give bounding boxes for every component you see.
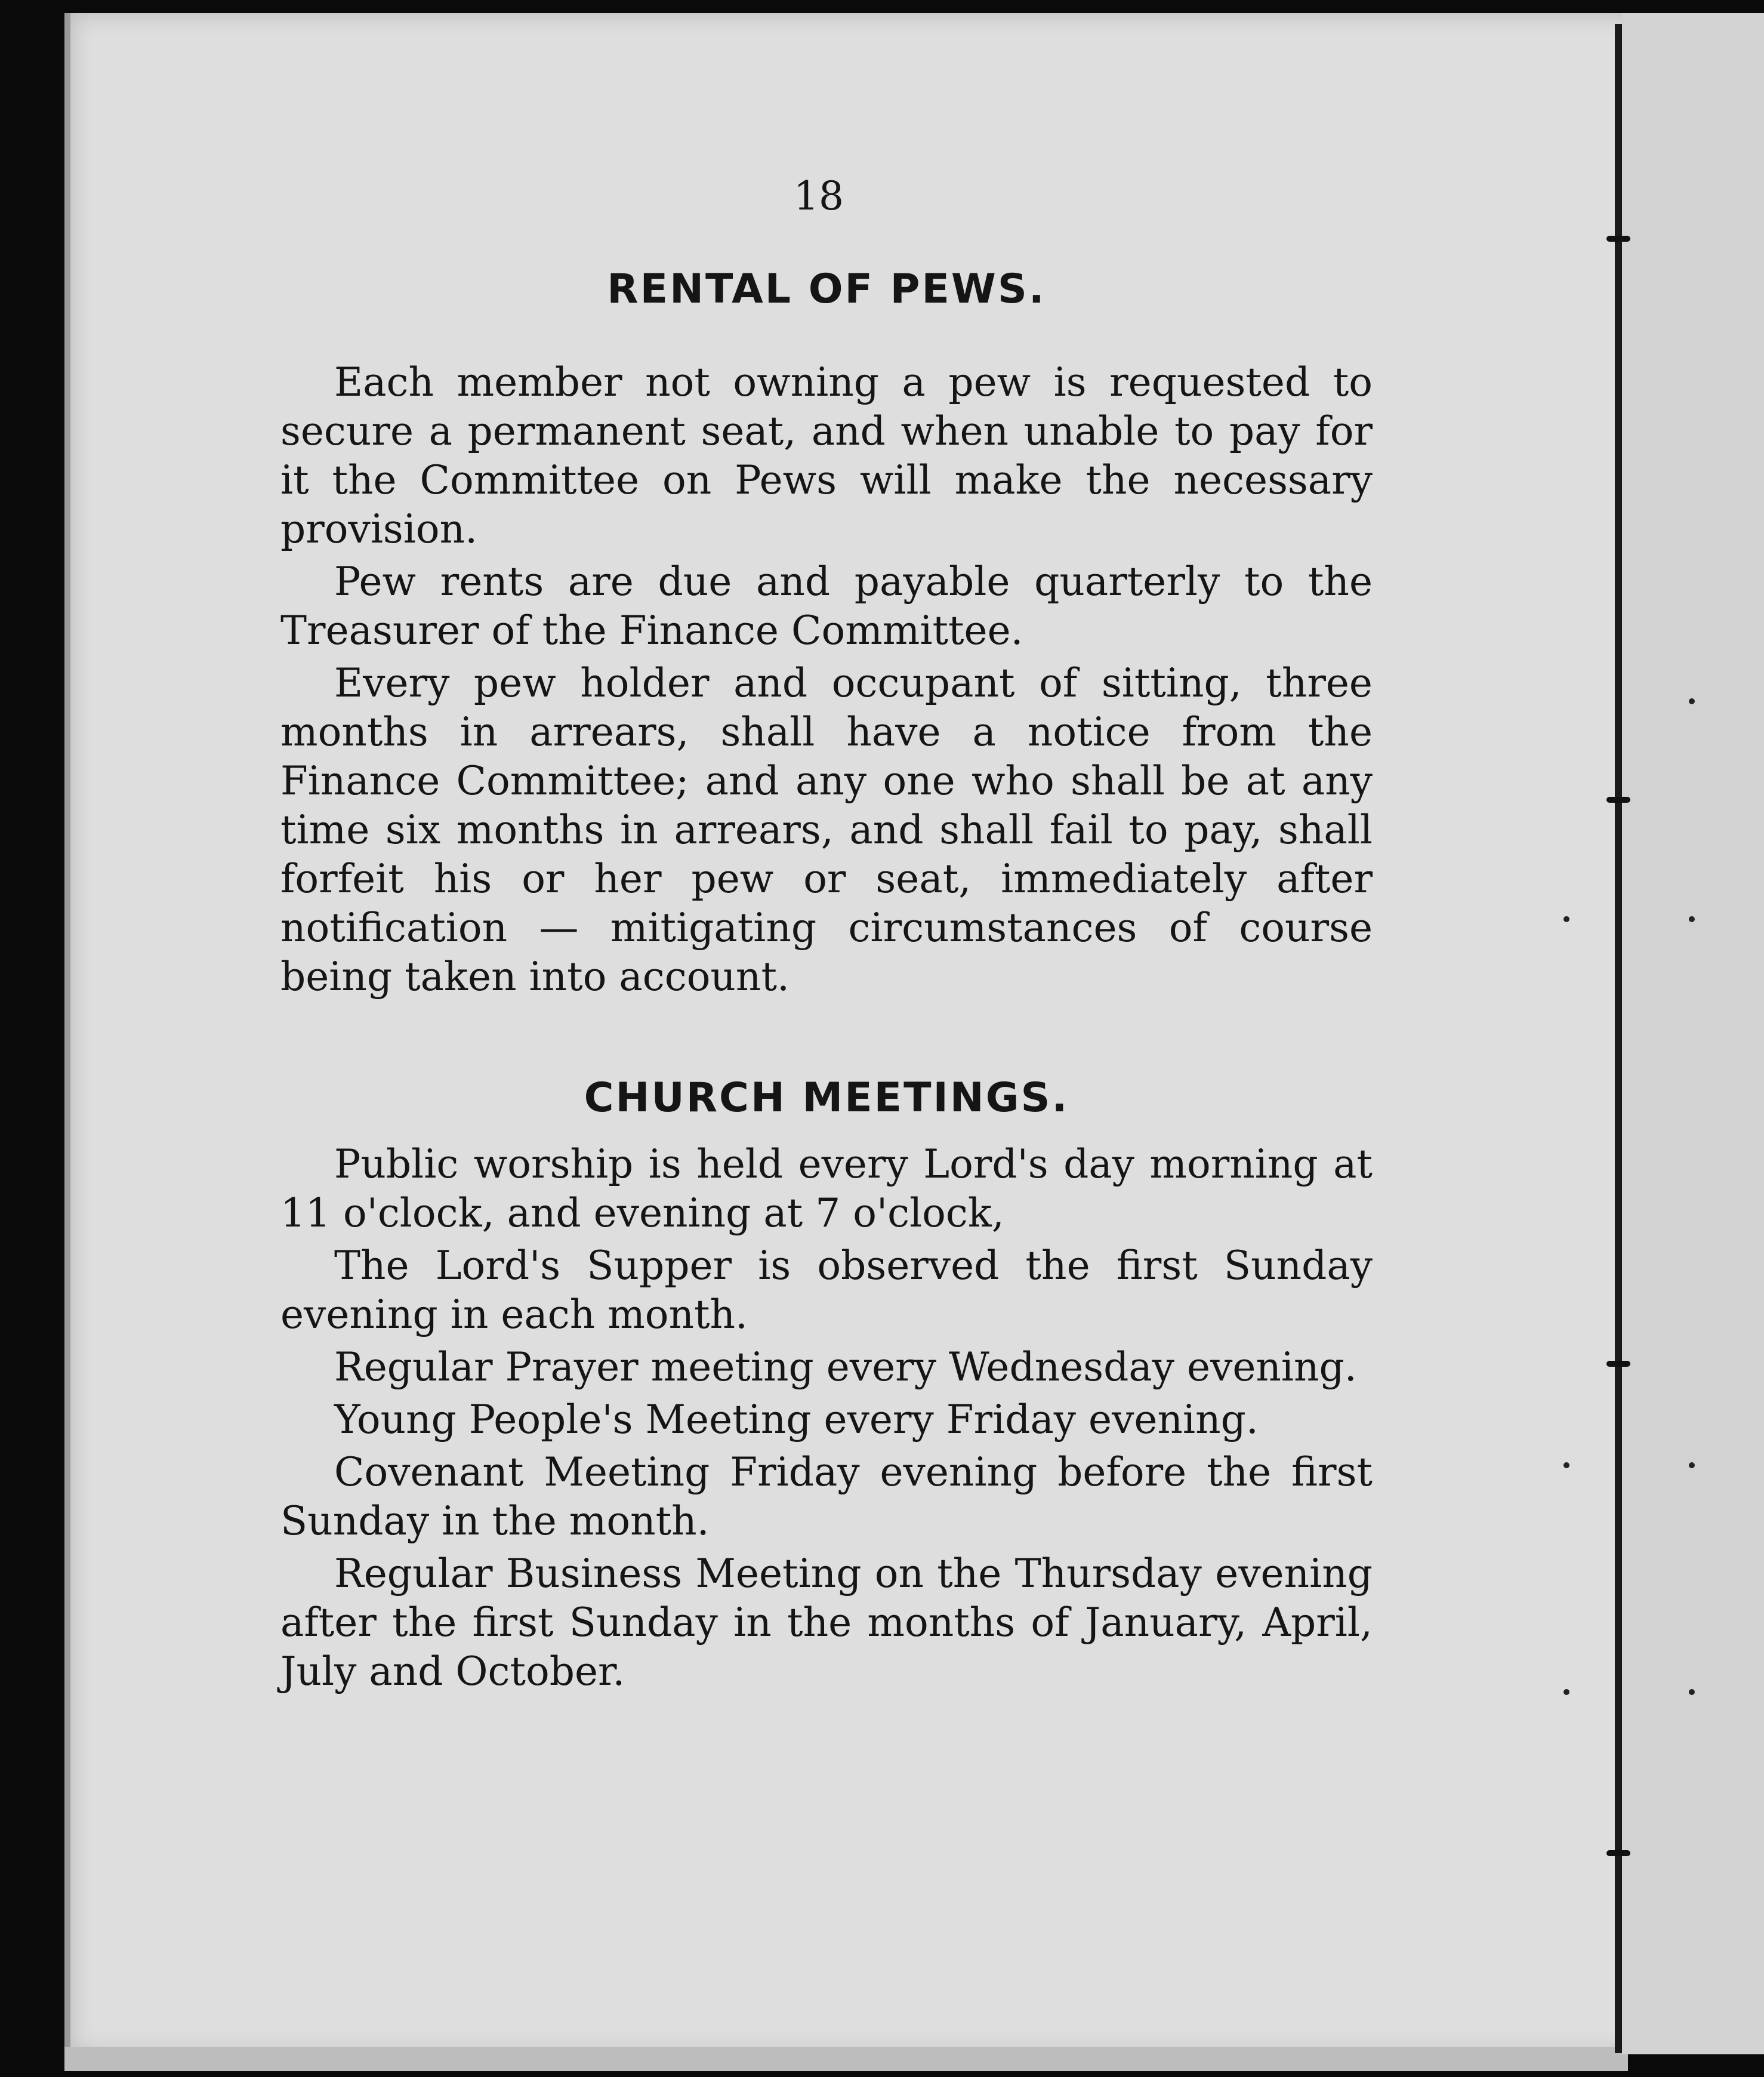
section-meetings-body <box>280 1140 1373 1700</box>
paragraph: Each member not owning a pew is requested to secure a permanent seat, and when unable to pay for it the Committee on Pews will make the necessary provision. <box>280 359 1373 552</box>
speck <box>1689 916 1695 922</box>
paragraph: Regular Prayer meeting every Wednesday evening. <box>334 1344 1357 1390</box>
book-page <box>70 13 1639 2054</box>
binding-stitch <box>1606 797 1630 803</box>
speck <box>1563 916 1569 922</box>
paragraph: Public worship is held every Lord's day morning at 11 o'clock, and evening at 7 o'clock, <box>280 1141 1373 1236</box>
section-heading-rental: RENTAL OF PEWS. <box>607 266 1046 313</box>
binding-stitch <box>1606 1850 1630 1856</box>
paragraph: Covenant Meeting Friday evening before the first Sunday in the month. <box>280 1449 1373 1544</box>
paragraph: The Lord's Supper is observed the first Sunday evening in each month. <box>280 1243 1373 1338</box>
section-heading-meetings: CHURCH MEETINGS. <box>584 1074 1069 1121</box>
paragraph: Young People's Meeting every Friday evening. <box>334 1397 1259 1443</box>
speck <box>1689 698 1695 704</box>
speck <box>1563 1462 1569 1468</box>
paragraph: Pew rents are due and payable quarterly to the Treasurer of the Finance Committee. <box>280 559 1373 654</box>
section-rental-body <box>280 358 1373 1005</box>
binding-stitch <box>1606 236 1630 242</box>
speck <box>1563 1689 1569 1695</box>
paragraph: Every pew holder and occupant of sitting, three months in arrears, shall have a notice from the Finance Committee; and any one who shall be at any time six months in arrears, and shall fail to pay, shall forfeit his or her pew or seat, immediately after notification — mitigating circumstances of course being taken into account. <box>280 660 1373 1000</box>
binding-stitch <box>1606 1361 1630 1367</box>
facing-page-strip <box>1622 13 1764 2054</box>
paragraph: Regular Business Meeting on the Thursday evening after the first Sunday in the months of January, April, July and October. <box>280 1551 1373 1694</box>
speck <box>1689 1689 1695 1695</box>
page-number: 18 <box>794 173 844 219</box>
speck <box>1689 1462 1695 1468</box>
book-spine <box>1615 24 1622 2053</box>
page-bottom-edge <box>64 2047 1628 2071</box>
